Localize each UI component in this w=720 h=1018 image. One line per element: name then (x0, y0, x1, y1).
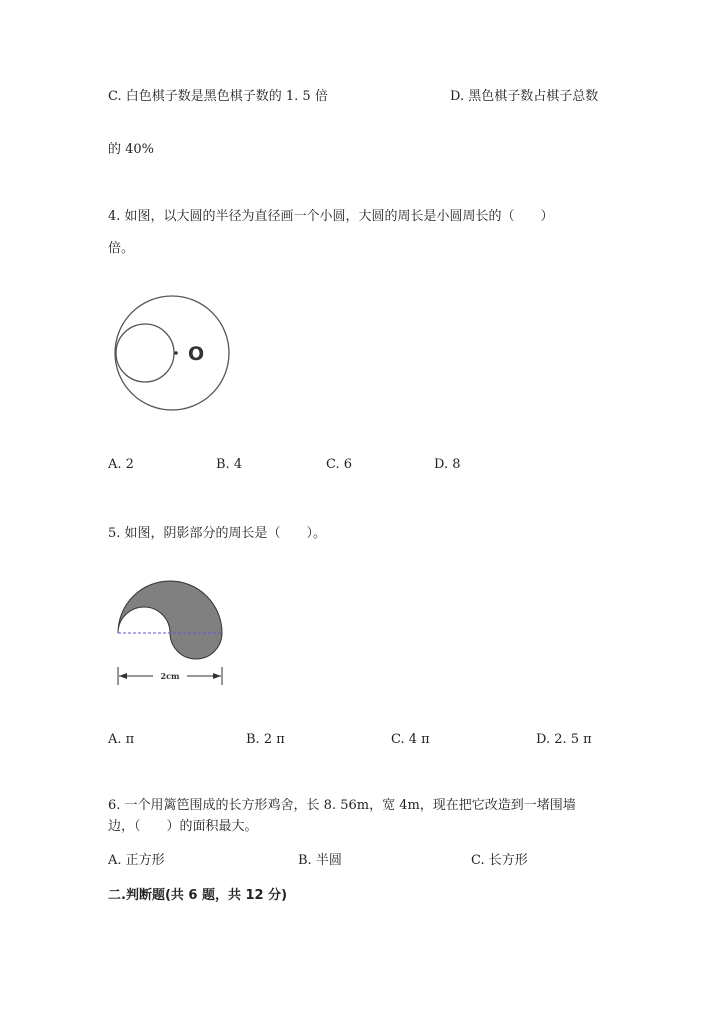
q3-option-d: D. 黑色棋子数占棋子总数 (450, 89, 599, 104)
q4-option-d: D. 8 (434, 457, 461, 472)
q3-option-c: C. 白色棋子数是黑色棋子数的 1. 5 倍 (108, 89, 328, 104)
q5-shaded-figure (108, 575, 238, 690)
q4-option-b: B. 4 (216, 457, 243, 472)
q4-stem-continued: 倍。 (108, 241, 135, 256)
q4-stem: 4. 如图，以大圆的半径为直径画一个小圆，大圆的周长是小圆周长的（ ） (108, 209, 554, 224)
q6-option-b: B. 半圆 (298, 853, 342, 868)
q3-option-d-continued: 的 40% (108, 142, 155, 157)
center-point (174, 351, 178, 355)
center-label: O (188, 343, 205, 365)
q5-option-d: D. 2. 5 π (536, 732, 592, 747)
q6-stem-continued: 边，（ ）的面积最大。 (108, 819, 258, 834)
q6-option-a: A. 正方形 (108, 853, 165, 868)
shaded-region (118, 581, 222, 659)
q6-stem: 6. 一个用篱笆围成的长方形鸡舍，长 8. 56m，宽 4m，现在把它改造到一堵围墙 (108, 798, 576, 813)
q4-option-a: A. 2 (108, 457, 134, 472)
q5-option-c: C. 4 π (391, 732, 430, 747)
q4-circles-figure (108, 292, 238, 416)
q5-stem: 5. 如图，阴影部分的周长是（ ）。 (108, 526, 327, 541)
arrow-right-icon (213, 673, 221, 679)
q6-option-c: C. 长方形 (471, 853, 528, 868)
large-circle (115, 296, 229, 410)
section-heading: 二.判断题(共 6 题，共 12 分) (108, 888, 288, 903)
q5-option-a: A. π (108, 732, 135, 747)
small-circle (116, 324, 174, 382)
dimension-label: 2cm (160, 671, 180, 681)
q4-option-c: C. 6 (326, 457, 353, 472)
q5-option-b: B. 2 π (246, 732, 285, 747)
arrow-left-icon (119, 673, 127, 679)
